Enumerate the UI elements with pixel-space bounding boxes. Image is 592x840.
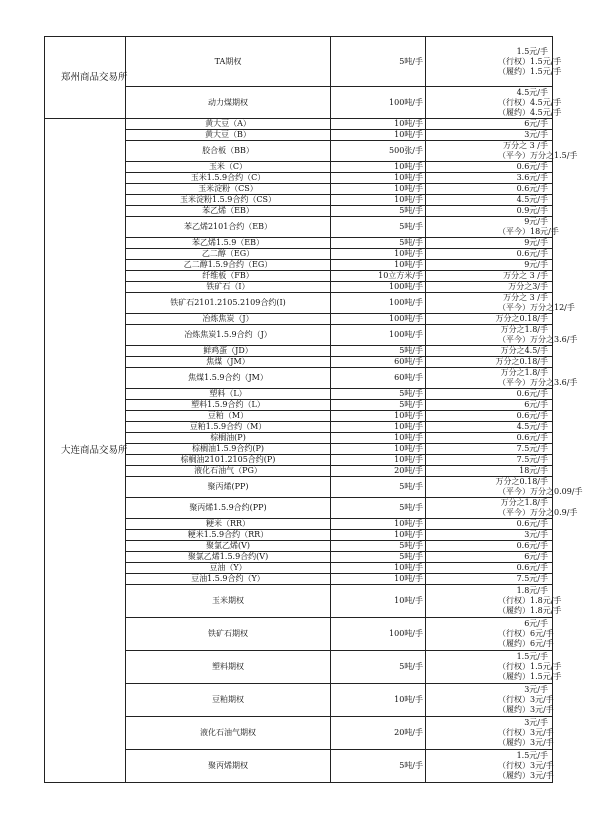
fee-value: 3元/手 <box>530 695 554 704</box>
fee-cell <box>426 238 553 249</box>
product-name: 豆粕1.5.9合约（M） <box>126 422 331 433</box>
fee-value: 万分之 3 /手 <box>503 141 548 150</box>
fee-value: 6元/手 <box>530 639 554 648</box>
contract-unit: 10吨/手 <box>331 530 426 541</box>
fee-cell <box>426 173 553 184</box>
product-name: 黄大豆（B） <box>126 130 331 141</box>
contract-unit: 10吨/手 <box>331 119 426 130</box>
fee-cell <box>426 162 553 173</box>
fee-cell <box>426 282 553 293</box>
fee-line <box>428 751 550 761</box>
fee-value: 4.5元/手 <box>516 87 548 97</box>
contract-unit: 5吨/手 <box>331 477 426 498</box>
contract-unit: 10吨/手 <box>331 411 426 422</box>
fee-value: 0.6元/手 <box>516 249 548 258</box>
fee-value: 7.5元/手 <box>516 574 548 583</box>
product-name: 棕榈油2101.2105合约(P) <box>126 455 331 466</box>
contract-unit: 100吨/手 <box>331 282 426 293</box>
fee-line <box>428 195 550 205</box>
fee-line <box>428 771 554 781</box>
fee-line <box>428 303 575 313</box>
fee-line <box>428 130 550 140</box>
fee-line <box>428 97 562 108</box>
product-name: 粳米1.5.9合约（RR） <box>126 530 331 541</box>
fee-qualifier: （行权） <box>498 56 530 66</box>
fee-line <box>428 563 550 573</box>
fee-value: 1.5元/手 <box>516 46 548 56</box>
product-name: 聚氯乙烯1.5.9合约(V) <box>126 552 331 563</box>
product-name: TA期权 <box>126 37 331 87</box>
fee-value: 1.5元/手 <box>516 652 548 661</box>
fee-qualifier: （平今） <box>498 487 530 496</box>
contract-unit: 5吨/手 <box>331 400 426 411</box>
fee-value: 6元/手 <box>524 400 548 409</box>
contract-unit: 10吨/手 <box>331 585 426 618</box>
product-name: 动力煤期权 <box>126 87 331 119</box>
fee-line <box>428 107 562 118</box>
fee-qualifier: （行权） <box>498 695 530 704</box>
fee-line <box>428 56 562 67</box>
fee-cell <box>426 519 553 530</box>
product-name: 聚丙烯(PP) <box>126 477 331 498</box>
fee-value: 6元/手 <box>524 619 548 628</box>
fee-value: 7.5元/手 <box>516 455 548 464</box>
fee-value: 7.5元/手 <box>516 444 548 453</box>
fee-value: 3元/手 <box>530 771 554 780</box>
fee-cell <box>426 400 553 411</box>
fee-value: 万分之1.8/手 <box>500 368 548 377</box>
fee-qualifier: （行权） <box>498 761 530 770</box>
fee-qualifier: （行权） <box>498 596 530 605</box>
exchange-name-cell <box>45 37 126 119</box>
fee-line <box>428 596 562 606</box>
product-name: 液化石油气期权 <box>126 717 331 750</box>
fee-line <box>428 530 550 540</box>
fee-value: 1.5元/手 <box>530 662 562 671</box>
fee-line <box>428 206 550 216</box>
fee-value: 3元/手 <box>530 761 554 770</box>
product-name: 焦煤（JM） <box>126 357 331 368</box>
fee-cell <box>426 498 578 519</box>
fee-qualifier: （行权） <box>498 728 530 737</box>
fee-line <box>428 151 578 161</box>
contract-unit: 10吨/手 <box>331 184 426 195</box>
fee-value: 万分之1.8/手 <box>500 325 548 334</box>
fee-line <box>428 260 550 270</box>
fee-line <box>428 662 562 672</box>
fee-line <box>428 519 550 529</box>
fee-value: 0.6元/手 <box>516 184 548 193</box>
fee-line <box>428 685 550 695</box>
contract-unit: 10吨/手 <box>331 563 426 574</box>
fee-value: 3元/手 <box>524 130 548 139</box>
fee-value: 6元/手 <box>530 629 554 638</box>
fee-qualifier: （行权） <box>498 97 530 107</box>
product-name: 焦煤1.5.9合约（JM） <box>126 368 331 389</box>
fee-cell <box>426 411 553 422</box>
fee-value: 1.5元/手 <box>516 751 548 760</box>
fee-line <box>428 433 550 443</box>
fee-qualifier: （履约） <box>498 705 530 714</box>
fee-qualifier: （平今） <box>498 508 530 517</box>
fee-qualifier: （履约） <box>498 606 530 615</box>
fee-line <box>428 249 550 259</box>
fee-value: 万分之12/手 <box>530 303 575 312</box>
table-row <box>45 37 553 87</box>
fee-cell <box>426 477 583 498</box>
product-name: 棕榈油1.5.9合约(P) <box>126 444 331 455</box>
fee-line <box>428 217 550 227</box>
fee-qualifier: （履约） <box>498 107 530 117</box>
fee-value: 0.6元/手 <box>516 519 548 528</box>
fee-value: 9元/手 <box>524 238 548 247</box>
contract-unit: 5吨/手 <box>331 750 426 783</box>
fee-cell <box>426 293 575 314</box>
fee-cell <box>426 585 562 618</box>
fee-value: 3元/手 <box>524 685 548 694</box>
fee-cell <box>426 357 553 368</box>
fee-line <box>428 389 550 399</box>
fee-value: 9元/手 <box>524 260 548 269</box>
contract-unit: 5吨/手 <box>331 498 426 519</box>
fee-cell <box>426 141 578 162</box>
product-name: 粳米（RR） <box>126 519 331 530</box>
fee-value: 1.5元/手 <box>530 56 562 66</box>
fee-qualifier: （行权） <box>498 662 530 671</box>
fee-line <box>428 357 550 367</box>
fee-cell <box>426 563 553 574</box>
product-name: 玉米淀粉1.5.9合约（CS） <box>126 195 331 206</box>
contract-unit: 100吨/手 <box>331 293 426 314</box>
fee-line <box>428 508 578 518</box>
fee-line <box>428 552 550 562</box>
product-name: 乙二醇（EG） <box>126 249 331 260</box>
fee-value: 万分之3.6/手 <box>530 378 578 387</box>
product-name: 冶炼焦炭（J） <box>126 314 331 325</box>
fee-cell <box>426 530 553 541</box>
contract-unit: 10吨/手 <box>331 433 426 444</box>
product-name: 苯乙烯（EB） <box>126 206 331 217</box>
fee-cell <box>426 618 553 651</box>
fee-line <box>428 293 550 303</box>
fee-qualifier: （平今） <box>498 378 530 387</box>
fee-cell <box>426 195 553 206</box>
product-name: 玉米期权 <box>126 585 331 618</box>
fee-cell <box>426 684 553 717</box>
fee-table <box>44 36 583 783</box>
product-name: 铁矿石（I） <box>126 282 331 293</box>
contract-unit: 10吨/手 <box>331 260 426 271</box>
contract-unit: 5吨/手 <box>331 541 426 552</box>
fee-value: 1.5元/手 <box>530 66 562 76</box>
fee-cell <box>426 552 553 563</box>
fee-cell <box>426 249 553 260</box>
fee-value: 万分之4.5/手 <box>500 346 548 355</box>
product-name: 玉米（C） <box>126 162 331 173</box>
fee-value: 18元/手 <box>519 466 548 475</box>
product-name: 乙二醇1.5.9合约（EG） <box>126 260 331 271</box>
fee-line <box>428 574 550 584</box>
fee-line <box>428 325 550 335</box>
fee-line <box>428 629 554 639</box>
product-name: 豆粕期权 <box>126 684 331 717</box>
contract-unit: 5吨/手 <box>331 651 426 684</box>
fee-value: 3元/手 <box>530 738 554 747</box>
fee-line <box>428 184 550 194</box>
fee-cell <box>426 271 553 282</box>
product-name: 铁矿石2101.2105.2109合约(I) <box>126 293 331 314</box>
fee-value: 6元/手 <box>524 552 548 561</box>
fee-table-body <box>45 37 583 783</box>
fee-line <box>428 400 550 410</box>
product-name: 冶炼焦炭1.5.9合约（J） <box>126 325 331 346</box>
fee-value: 0.6元/手 <box>516 563 548 572</box>
contract-unit: 500张/手 <box>331 141 426 162</box>
fee-value: 3元/手 <box>530 728 554 737</box>
contract-unit: 10立方米/手 <box>331 271 426 282</box>
contract-unit: 100吨/手 <box>331 325 426 346</box>
contract-unit: 5吨/手 <box>331 37 426 87</box>
fee-value: 万分之0.9/手 <box>530 508 578 517</box>
fee-cell <box>426 444 553 455</box>
contract-unit: 5吨/手 <box>331 217 426 238</box>
fee-value: 万分之0.09/手 <box>530 487 583 496</box>
product-name: 胶合板（BB） <box>126 141 331 162</box>
fee-line <box>428 728 554 738</box>
fee-value: 0.6元/手 <box>516 389 548 398</box>
fee-cell <box>426 651 562 684</box>
contract-unit: 100吨/手 <box>331 618 426 651</box>
fee-value: 6元/手 <box>524 119 548 128</box>
fee-line <box>428 141 550 151</box>
contract-unit: 60吨/手 <box>331 368 426 389</box>
fee-line <box>428 718 550 728</box>
fee-line <box>428 227 559 237</box>
fee-cell <box>426 314 553 325</box>
contract-unit: 20吨/手 <box>331 466 426 477</box>
fee-cell <box>426 346 553 357</box>
contract-unit: 60吨/手 <box>331 357 426 368</box>
fee-qualifier: （履约） <box>498 738 530 747</box>
contract-unit: 100吨/手 <box>331 314 426 325</box>
fee-line <box>428 672 562 682</box>
fee-cell <box>426 455 553 466</box>
fee-qualifier: （平今） <box>498 303 530 312</box>
product-name: 纤维板（FB） <box>126 271 331 282</box>
fee-line <box>428 411 550 421</box>
fee-line <box>428 314 550 324</box>
fee-value: 0.6元/手 <box>516 541 548 550</box>
exchange-name: 大连商品交易所 <box>61 444 128 456</box>
contract-unit: 10吨/手 <box>331 574 426 585</box>
fee-line <box>428 444 550 454</box>
exchange-name: 郑州商品交易所 <box>61 71 128 83</box>
contract-unit: 10吨/手 <box>331 173 426 184</box>
fee-line <box>428 173 550 183</box>
fee-qualifier: （履约） <box>498 66 530 76</box>
contract-unit: 10吨/手 <box>331 195 426 206</box>
product-name: 聚氯乙烯(V) <box>126 541 331 552</box>
fee-cell <box>426 87 562 119</box>
fee-line <box>428 335 578 345</box>
fee-value: 3元/手 <box>530 705 554 714</box>
fee-value: 4.5元/手 <box>530 107 562 117</box>
fee-line <box>428 455 550 465</box>
product-name: 玉米1.5.9合约（C） <box>126 173 331 184</box>
fee-line <box>428 652 550 662</box>
fee-cell <box>426 422 553 433</box>
fee-line <box>428 282 550 292</box>
fee-value: 3元/手 <box>524 718 548 727</box>
contract-unit: 10吨/手 <box>331 519 426 530</box>
fee-cell <box>426 325 578 346</box>
fee-value: 4.5元/手 <box>516 422 548 431</box>
contract-unit: 10吨/手 <box>331 422 426 433</box>
contract-unit: 100吨/手 <box>331 87 426 119</box>
contract-unit: 5吨/手 <box>331 238 426 249</box>
exchange-name-cell <box>45 119 126 783</box>
product-name: 铁矿石期权 <box>126 618 331 651</box>
fee-qualifier: （履约） <box>498 771 530 780</box>
fee-line <box>428 639 554 649</box>
product-name: 塑料期权 <box>126 651 331 684</box>
fee-qualifier: （平今） <box>498 151 530 160</box>
fee-value: 1.8元/手 <box>530 596 562 605</box>
fee-value: 3.6元/手 <box>516 173 548 182</box>
fee-value: 万分之1.5/手 <box>530 151 578 160</box>
contract-unit: 5吨/手 <box>331 389 426 400</box>
fee-line <box>428 422 550 432</box>
contract-unit: 10吨/手 <box>331 455 426 466</box>
contract-unit: 10吨/手 <box>331 684 426 717</box>
fee-cell <box>426 130 553 141</box>
fee-cell <box>426 466 553 477</box>
product-name: 苯乙烯2101合约（EB） <box>126 217 331 238</box>
product-name: 苯乙烯1.5.9（EB） <box>126 238 331 249</box>
fee-line <box>428 162 550 172</box>
fee-value: 1.8元/手 <box>530 606 562 615</box>
product-name: 塑料1.5.9合约（L） <box>126 400 331 411</box>
fee-cell <box>426 541 553 552</box>
product-name: 豆油1.5.9合约（Y） <box>126 574 331 585</box>
contract-unit: 10吨/手 <box>331 130 426 141</box>
fee-line <box>428 619 550 629</box>
fee-value: 万分之 3 /手 <box>503 271 548 280</box>
fee-value: 万分之0.18/手 <box>495 314 548 323</box>
contract-unit: 5吨/手 <box>331 552 426 563</box>
fee-value: 万分之 3 /手 <box>503 293 548 302</box>
fee-cell <box>426 433 553 444</box>
fee-line <box>428 88 550 98</box>
table-row <box>45 119 553 130</box>
fee-cell <box>426 217 559 238</box>
fee-qualifier: （平今） <box>498 335 530 344</box>
fee-value: 4.5元/手 <box>530 97 562 107</box>
fee-cell <box>426 260 553 271</box>
fee-value: 万分之3.6/手 <box>530 335 578 344</box>
fee-line <box>428 271 550 281</box>
fee-line <box>428 498 550 508</box>
fee-value: 0.6元/手 <box>516 411 548 420</box>
fee-line <box>428 477 550 487</box>
fee-value: 万分之0.18/手 <box>495 357 548 366</box>
fee-line <box>428 761 554 771</box>
fee-line <box>428 738 554 748</box>
product-name: 聚丙烯1.5.9合约(PP) <box>126 498 331 519</box>
fee-cell <box>426 389 553 400</box>
fee-qualifier: （履约） <box>498 639 530 648</box>
fee-cell <box>426 717 553 750</box>
product-name: 鲜鸡蛋（JD） <box>126 346 331 357</box>
fee-value: 4.5元/手 <box>516 195 548 204</box>
fee-value: 18元/手 <box>530 227 559 236</box>
contract-unit: 10吨/手 <box>331 249 426 260</box>
fee-cell <box>426 368 578 389</box>
contract-unit: 10吨/手 <box>331 162 426 173</box>
fee-line <box>428 606 562 616</box>
product-name: 玉米淀粉（CS） <box>126 184 331 195</box>
product-name: 塑料（L） <box>126 389 331 400</box>
fee-line <box>428 541 550 551</box>
fee-qualifier: （平今） <box>498 227 530 236</box>
fee-qualifier: （履约） <box>498 672 530 681</box>
fee-value: 0.6元/手 <box>516 433 548 442</box>
fee-line <box>428 66 562 77</box>
fee-line <box>428 466 550 476</box>
fee-cell <box>426 206 553 217</box>
fee-value: 万分之3/手 <box>508 282 548 291</box>
fee-line <box>428 705 554 715</box>
product-name: 棕榈油(P) <box>126 433 331 444</box>
fee-line <box>428 47 550 57</box>
fee-cell <box>426 37 562 87</box>
fee-line <box>428 368 550 378</box>
fee-value: 0.9元/手 <box>516 206 548 215</box>
fee-cell <box>426 750 553 783</box>
fee-line <box>428 586 550 596</box>
product-name: 豆油（Y） <box>126 563 331 574</box>
fee-value: 9元/手 <box>524 217 548 226</box>
fee-value: 1.5元/手 <box>530 672 562 681</box>
fee-cell <box>426 184 553 195</box>
fee-line <box>428 119 550 129</box>
contract-unit: 10吨/手 <box>331 444 426 455</box>
contract-unit: 20吨/手 <box>331 717 426 750</box>
fee-line <box>428 346 550 356</box>
fee-line <box>428 238 550 248</box>
fee-cell <box>426 574 553 585</box>
fee-line <box>428 695 554 705</box>
contract-unit: 5吨/手 <box>331 346 426 357</box>
fee-value: 1.8元/手 <box>516 586 548 595</box>
contract-unit: 5吨/手 <box>331 206 426 217</box>
product-name: 黄大豆（A） <box>126 119 331 130</box>
fee-line <box>428 378 578 388</box>
product-name: 液化石油气（PG） <box>126 466 331 477</box>
fee-value: 3元/手 <box>524 530 548 539</box>
fee-qualifier: （行权） <box>498 629 530 638</box>
product-name: 豆粕（M） <box>126 411 331 422</box>
fee-value: 万分之0.18/手 <box>495 477 548 486</box>
fee-line <box>428 487 583 497</box>
fee-value: 万分之1.8/手 <box>500 498 548 507</box>
product-name: 聚丙烯期权 <box>126 750 331 783</box>
fee-value: 0.6元/手 <box>516 162 548 171</box>
fee-cell <box>426 119 553 130</box>
